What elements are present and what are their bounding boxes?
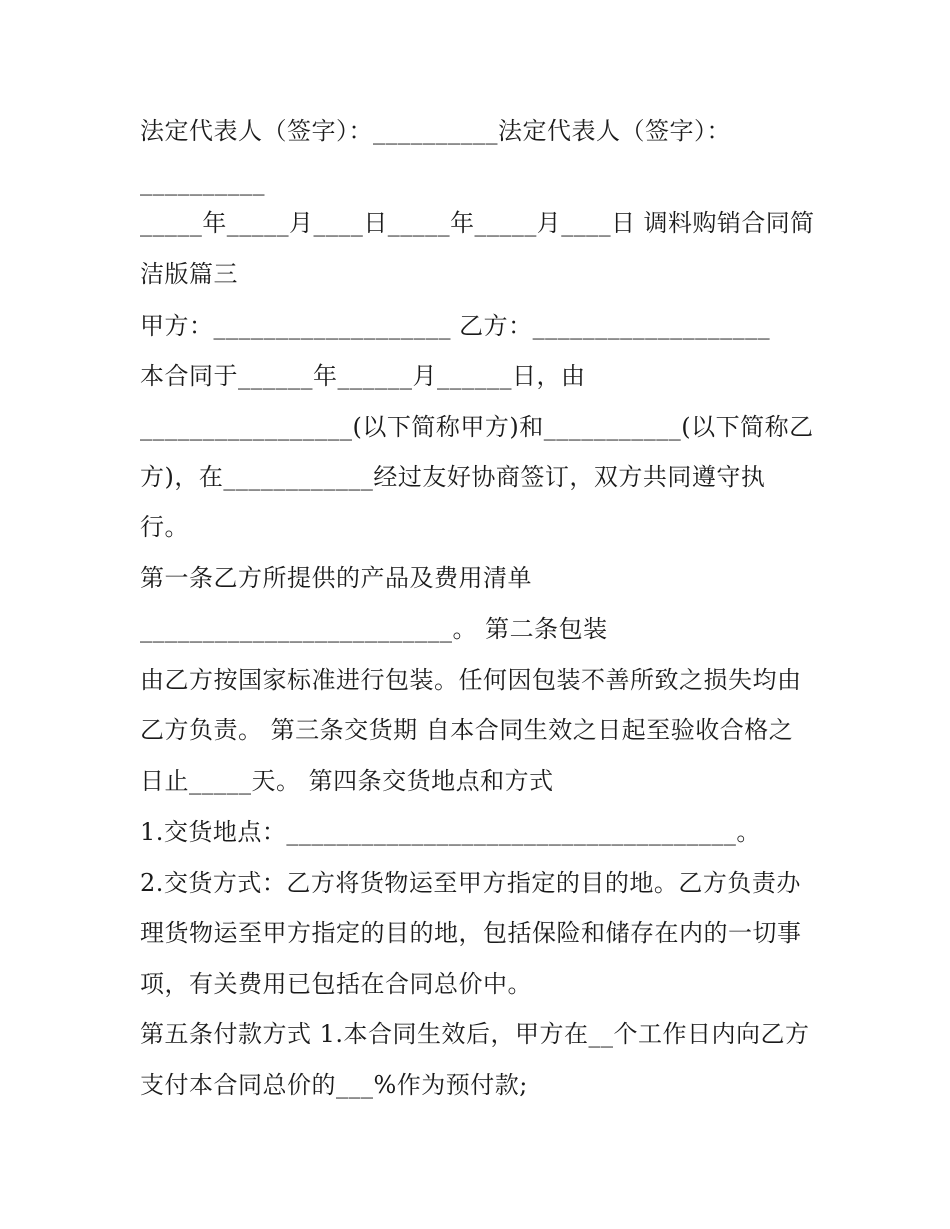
text-line: 第一条乙方所提供的产品及费用清单 [140,564,532,592]
text-line: 1.交货地点：____________________________________。 [140,818,761,846]
text-line: 乙方负责。 第三条交货期 自本合同生效之日起至验收合格之 [140,716,794,744]
text-line: 本合同于______年______月______日，由 [140,362,586,390]
text-line: 洁版篇三 [140,260,238,288]
text-line: 第五条付款方式 1.本合同生效后，甲方在__个工作日内向乙方 [140,1020,810,1048]
text-line: 理货物运至甲方指定的目的地，包括保险和储存在内的一切事 [140,919,802,947]
text-line: _________________________。 第二条包装 [140,615,608,643]
text-line: 日止_____天。 第四条交货地点和方式 [140,767,554,795]
text-line: 由乙方按国家标准进行包装。任何因包装不善所致之损失均由 [140,666,802,694]
text-line: _____年_____月____日_____年_____月____日 调料购销合同简 [140,209,815,237]
text-line: 法定代表人（签字）：__________法定代表人（签字）： [140,117,731,145]
text-line: 行。 [140,513,189,541]
text-line: 2.交货方式：乙方将货物运至甲方指定的目的地。乙方负责办 [140,869,801,897]
text-line: 支付本合同总价的___%作为预付款; [140,1071,528,1099]
text-line: 方)，在____________经过友好协商签订，双方共同遵守执 [140,463,766,491]
text-line: _________________(以下简称甲方)和___________(以下简称乙 [140,413,814,441]
text-line: __________ [140,168,265,196]
text-line: 甲方：___________________ 乙方：___________________ [140,312,771,340]
text-line: 项，有关费用已包括在合同总价中。 [140,970,532,998]
